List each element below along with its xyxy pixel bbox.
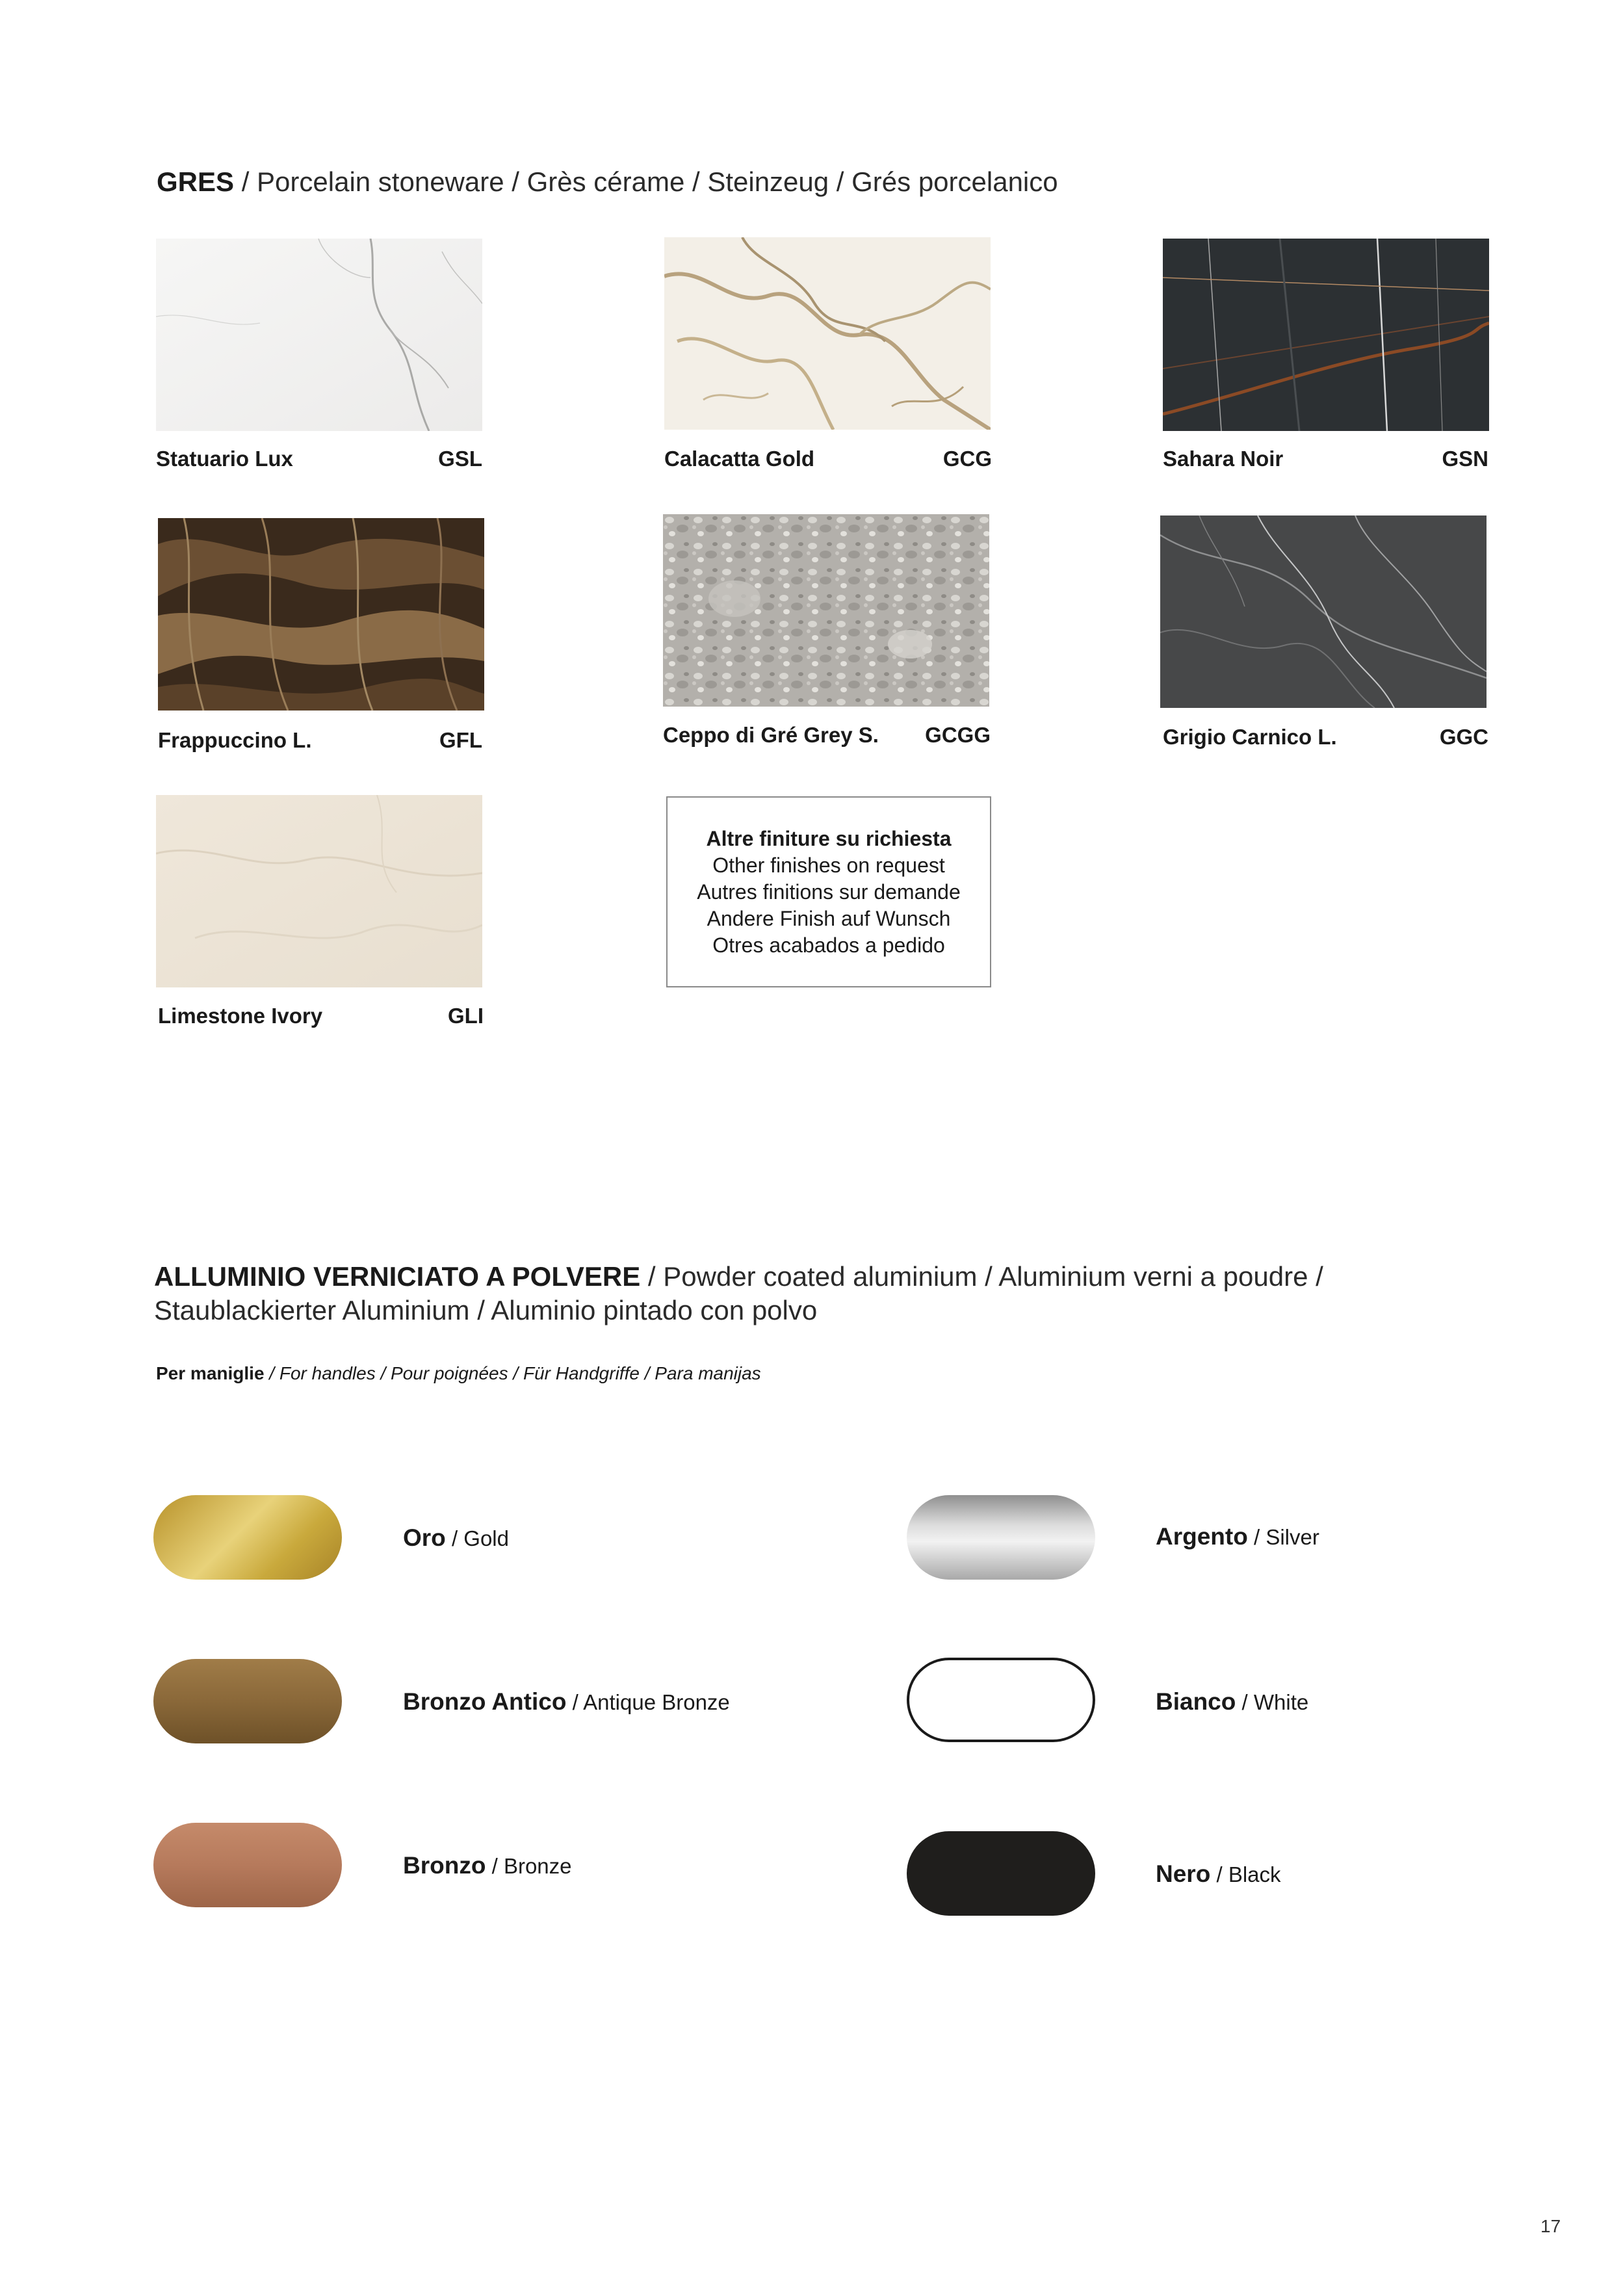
other-finishes-fr: Autres finitions sur demande: [697, 880, 961, 904]
color-name: Oro: [403, 1524, 446, 1551]
color-label-silver: [1156, 1522, 1319, 1552]
swatch-white: [907, 1658, 1095, 1742]
finish-code: GSL: [438, 447, 482, 471]
finish-name: Ceppo di Gré Grey S.: [663, 723, 879, 747]
subtitle-rest: / For handles / Pour poignées / Für Handgriffe / Para manijas: [264, 1363, 761, 1383]
aluminium-subtitle: [156, 1363, 761, 1385]
color-translation: / White: [1236, 1690, 1309, 1714]
color-name: Bronzo: [403, 1852, 486, 1879]
swatch-grigio-carnico: [1160, 515, 1487, 708]
color-label-white: [1156, 1687, 1308, 1717]
color-name: Bianco: [1156, 1688, 1236, 1715]
swatch-ceppo-di-gre: [663, 514, 989, 707]
swatch-sahara-noir: [1163, 239, 1489, 431]
other-finishes-de: Andere Finish auf Wunsch: [707, 906, 951, 930]
color-name: Nero: [1156, 1860, 1211, 1887]
finish-code: GCGG: [925, 723, 991, 747]
other-finishes-it: Altre finiture su richiesta: [706, 826, 952, 850]
other-finishes-es: Otres acabados a pedido: [712, 933, 945, 957]
finish-code: GGC: [1439, 725, 1488, 749]
aluminium-title-bold: ALLUMINIO VERNICIATO A POLVERE: [154, 1261, 641, 1292]
color-name: Bronzo Antico: [403, 1688, 567, 1715]
swatch-antique-bronze: [153, 1659, 342, 1743]
color-translation: / Gold: [445, 1526, 509, 1550]
gres-heading: [157, 164, 1058, 200]
color-translation: / Black: [1210, 1862, 1281, 1886]
finish-name: Calacatta Gold: [664, 447, 815, 471]
swatch-silver: [907, 1495, 1095, 1580]
gres-title-rest: / Porcelain stoneware / Grès cérame / Steinzeug / Grés porcelanico: [234, 166, 1058, 197]
subtitle-bold: Per maniglie: [156, 1363, 265, 1383]
color-name: Argento: [1156, 1523, 1248, 1550]
other-finishes-box: [666, 796, 991, 987]
aluminium-heading: [154, 1260, 1454, 1327]
aluminium-title-rest-2: Staublackierter Aluminium / Aluminio pintado con polvo: [154, 1295, 818, 1325]
color-label-bronze: [403, 1851, 572, 1881]
swatch-gold: [153, 1495, 342, 1580]
gres-title-bold: GRES: [157, 166, 235, 197]
finish-code: GFL: [439, 728, 482, 752]
finish-name: Statuario Lux: [156, 447, 293, 471]
swatch-frappuccino: [158, 518, 484, 711]
finish-name: Frappuccino L.: [158, 728, 312, 752]
color-label-antique-bronze: [403, 1687, 730, 1717]
color-label-gold: [403, 1523, 509, 1554]
finish-name: Grigio Carnico L.: [1163, 725, 1337, 749]
aluminium-title-rest-1: / Powder coated aluminium / Aluminium verni a poudre /: [640, 1261, 1323, 1292]
color-translation: / Bronze: [486, 1854, 572, 1878]
finish-code: GLI: [448, 1004, 484, 1028]
finish-code: GSN: [1442, 447, 1488, 471]
swatch-black: [907, 1831, 1095, 1916]
swatch-statuario-lux: [156, 239, 482, 431]
other-finishes-en: Other finishes on request: [712, 853, 945, 877]
finish-name: Limestone Ivory: [158, 1004, 323, 1028]
color-translation: / Silver: [1247, 1525, 1319, 1549]
color-label-black: [1156, 1859, 1281, 1890]
color-translation: / Antique Bronze: [566, 1690, 730, 1714]
swatch-limestone-ivory: [156, 795, 482, 987]
finish-code: GCG: [942, 447, 992, 471]
swatch-calacatta-gold: [664, 237, 991, 430]
swatch-bronze: [153, 1823, 342, 1907]
page-number: 17: [1540, 2216, 1561, 2236]
finish-name: Sahara Noir: [1163, 447, 1284, 471]
